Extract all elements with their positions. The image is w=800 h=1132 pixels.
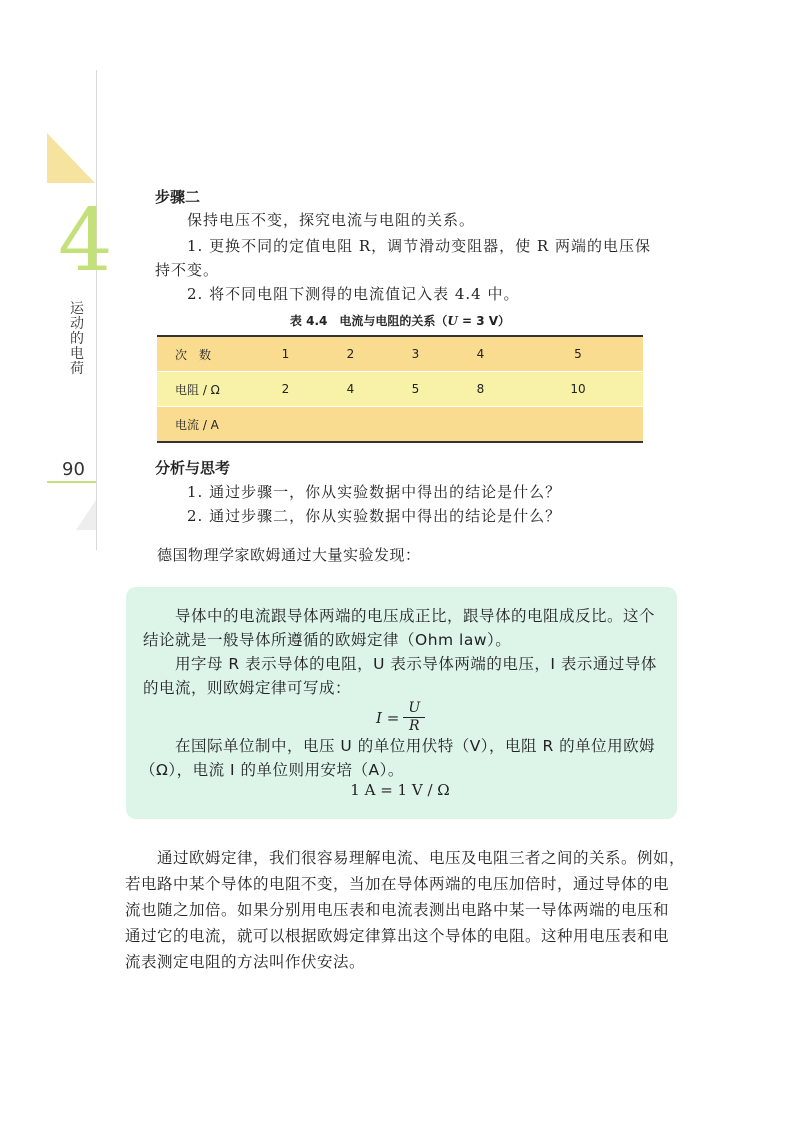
table-cell bbox=[318, 407, 383, 443]
chapter-title: 运动的电荷 bbox=[70, 301, 84, 377]
table-cell: 4 bbox=[346, 382, 355, 396]
table-cell: 5 bbox=[574, 347, 582, 361]
formula-numerator: U bbox=[408, 700, 421, 716]
table-caption bbox=[155, 312, 645, 329]
table-cell: 3 bbox=[411, 347, 420, 361]
page-number: 90 bbox=[62, 459, 85, 480]
closing-line1: 通过欧姆定律，我们很容易理解电流、电压及电阻三者之间的关系。例如， bbox=[157, 849, 686, 867]
table-cell: 8 bbox=[476, 382, 485, 396]
caption-suffix: = 3 V） bbox=[457, 314, 511, 328]
closing-line5: 流表测定电阻的方法叫作伏安法。 bbox=[125, 953, 366, 971]
unit-formula: 1 A = 1 V / Ω bbox=[350, 781, 450, 799]
closing-line4: 通过它的电流，就可以根据欧姆定律算出这个导体的电阻。这种用电压表和电 bbox=[125, 927, 670, 945]
row-header: 次 数 bbox=[175, 347, 212, 362]
table-cell: 1 bbox=[281, 347, 290, 361]
formula-denominator: R bbox=[408, 718, 420, 734]
box-p3-line2: （Ω），电流 I 的单位则用安培（A）。 bbox=[140, 761, 404, 779]
table-cell: 2 bbox=[346, 347, 355, 361]
row-header: 电阻 / Ω bbox=[175, 382, 220, 397]
table-row bbox=[157, 372, 643, 407]
step2-heading: 步骤二 bbox=[155, 188, 201, 206]
table-cell: 10 bbox=[570, 382, 586, 396]
step2-intro: 保持电压不变，探究电流与电阻的关系。 bbox=[187, 211, 476, 229]
box-p2-line1: 用字母 R 表示导体的电阻，U 表示导体两端的电压，I 表示通过导体 bbox=[175, 655, 657, 673]
closing-line3: 流也随之加倍。如果分别用电压表和电流表测出电路中某一导体两端的电压和 bbox=[125, 901, 670, 919]
ohm-formula bbox=[376, 700, 425, 735]
box-p1-line2: 结论就是一般导体所遵循的欧姆定律（Ohm law）。 bbox=[143, 631, 512, 649]
box-p1-line1: 导体中的电流跟导体两端的电压成正比，跟导体的电阻成反比。这个 bbox=[175, 607, 656, 625]
formula-lhs: I = bbox=[376, 708, 400, 727]
table-cell: 4 bbox=[476, 347, 485, 361]
table-cell bbox=[513, 407, 643, 443]
caption-var: U bbox=[447, 314, 458, 328]
caption-prefix: 表 4.4 电流与电阻的关系（ bbox=[289, 314, 448, 328]
table-cell bbox=[448, 407, 513, 443]
table-cell bbox=[383, 407, 448, 443]
table-row bbox=[157, 336, 643, 372]
chapter-corner-triangle bbox=[47, 133, 95, 183]
closing-line2: 若电路中某个导体的电阻不变，当加在导体两端的电压加倍时，通过导体的电 bbox=[125, 875, 670, 893]
step2-item2: 2. 将不同电阻下测得的电流值记入表 4.4 中。 bbox=[187, 285, 520, 303]
table-cell: 5 bbox=[411, 382, 420, 396]
step2-item1: 1. 更换不同的定值电阻 R，调节滑动变阻器，使 R 两端的电压保持不变。 bbox=[155, 237, 651, 279]
chapter-number: 4 bbox=[58, 191, 113, 291]
box-p2-line2: 的电流，则欧姆定律可写成： bbox=[143, 679, 352, 697]
table-row bbox=[157, 407, 643, 443]
data-table bbox=[157, 335, 643, 443]
analysis-q2: 2. 通过步骤二，你从实验数据中得出的结论是什么？ bbox=[187, 507, 562, 525]
row-header: 电流 / A bbox=[175, 417, 219, 432]
page-corner bbox=[76, 500, 96, 530]
analysis-q1: 1. 通过步骤一，你从实验数据中得出的结论是什么？ bbox=[187, 483, 562, 501]
analysis-heading: 分析与思考 bbox=[155, 459, 231, 477]
table-cell: 2 bbox=[281, 382, 290, 396]
table-cell bbox=[253, 407, 318, 443]
margin-rule bbox=[96, 70, 97, 550]
formula-fraction bbox=[403, 700, 425, 735]
box-p3-line1: 在国际单位制中，电压 U 的单位用伏特（V），电阻 R 的单位用欧姆 bbox=[175, 737, 656, 755]
ohm-intro: 德国物理学家欧姆通过大量实验发现： bbox=[157, 546, 421, 564]
